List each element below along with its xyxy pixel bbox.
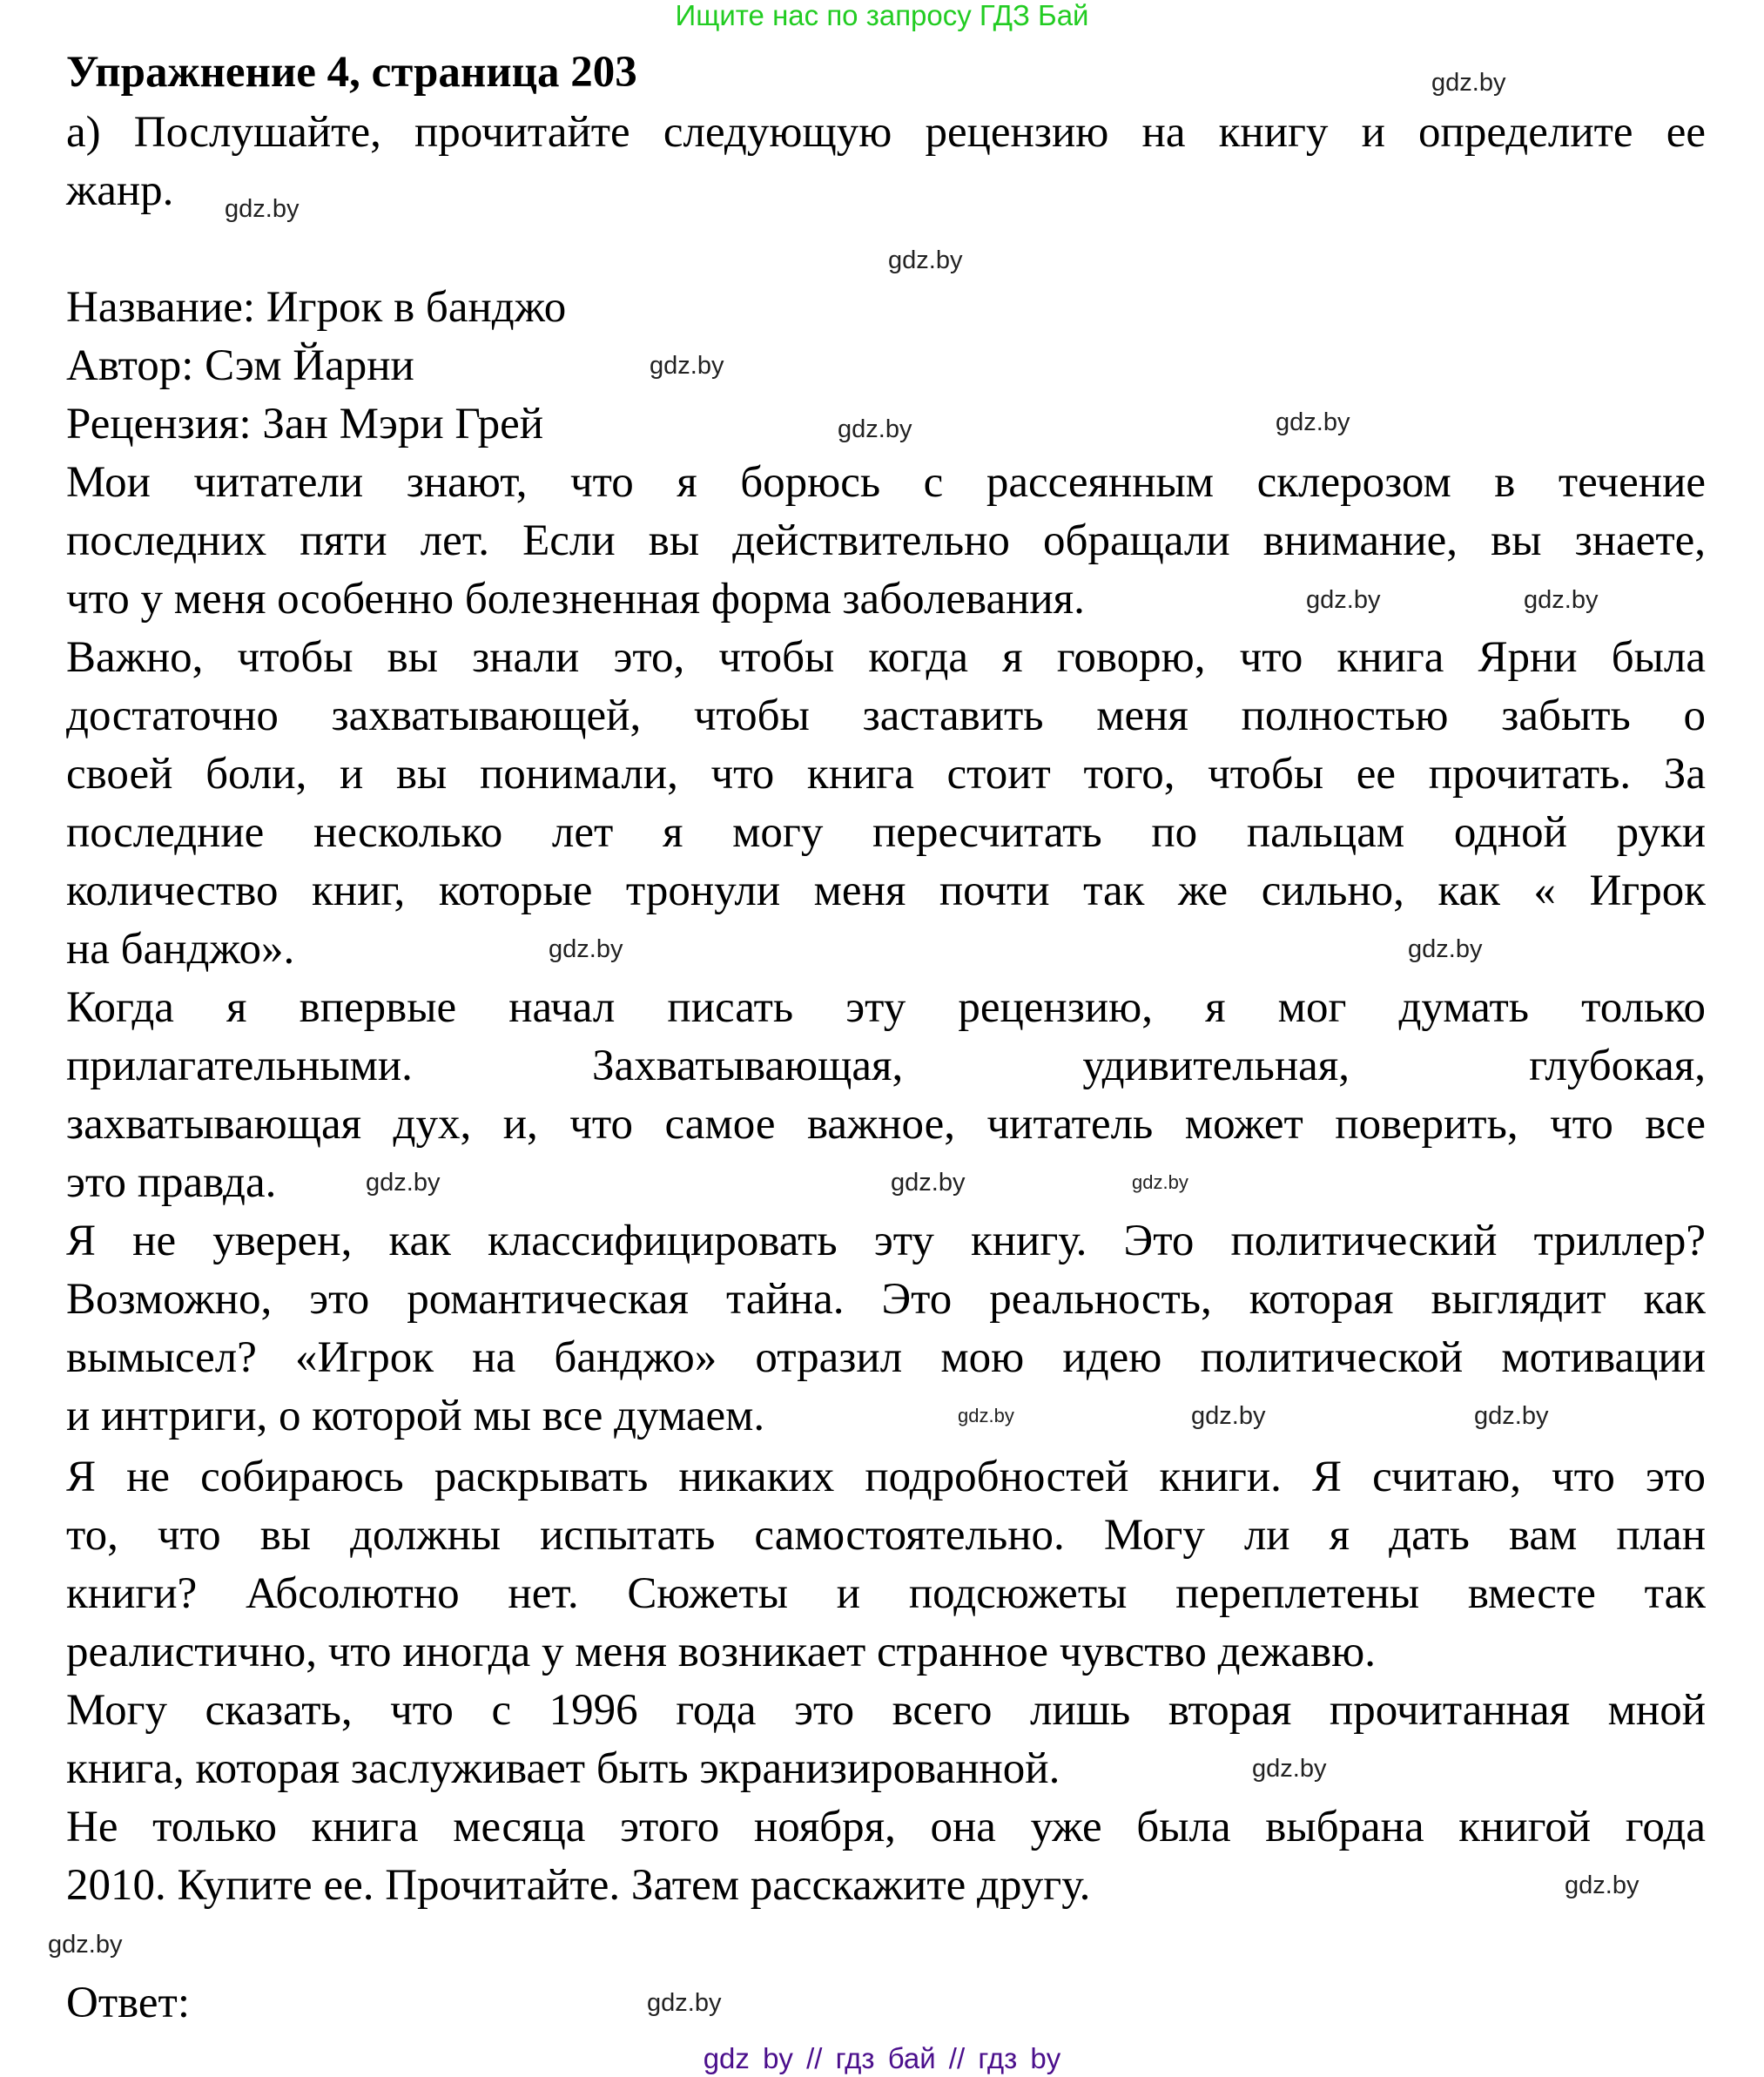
text-line: это правда. <box>66 1158 277 1207</box>
text-line: что у меня особенно болезненная форма заболевания. <box>66 575 1085 624</box>
watermark-text: gdz.by <box>549 935 623 963</box>
text-line: книга, которая заслуживает быть экранизированной. <box>66 1744 1060 1793</box>
text-line: реалистично, что иногда у меня возникает странное чувство дежавю. <box>66 1628 1377 1676</box>
watermark-text: gdz.by <box>366 1169 441 1197</box>
text-line: Название: Игрок в банджо <box>66 283 567 332</box>
text-line: количество книг, которые тронули меня почти так же сильно, как « Игрок <box>66 867 1706 915</box>
watermark-text: gdz.by <box>838 415 912 443</box>
text-line: а) Послушайте, прочитайте следующую рецензию на книгу и определите ее <box>66 108 1706 157</box>
search-banner: Ищите нас по запросу ГДЗ Бай <box>675 0 1089 31</box>
watermark-text: gdz.by <box>1191 1402 1266 1430</box>
text-line: 2010. Купите ее. Прочитайте. Затем расскажите другу. <box>66 1861 1091 1910</box>
text-line: жанр. <box>66 166 174 215</box>
text-line: Не только книга месяца этого ноября, она уже была выбрана книгой года <box>66 1803 1706 1851</box>
text-line: и интриги, о которой мы все думаем. <box>66 1392 765 1440</box>
watermark-text: gdz.by <box>1431 69 1506 97</box>
text-line: на банджо». <box>66 925 295 974</box>
watermark-text: gdz.by <box>888 246 963 274</box>
text-line: последних пяти лет. Если вы действительно обращали внимание, вы знаете, <box>66 516 1706 565</box>
text-line: Могу сказать, что с 1996 года это всего лишь вторая прочитанная мной <box>66 1686 1706 1735</box>
watermark-text: gdz.by <box>48 1931 123 1959</box>
text-line: Я не собираюсь раскрывать никаких подробностей книги. Я считаю, что это <box>66 1453 1706 1501</box>
text-line: Важно, чтобы вы знали это, чтобы когда я говорю, что книга Ярни была <box>66 633 1706 682</box>
text-line: Автор: Сэм Йарни <box>66 341 414 390</box>
text-line: вымысел? «Игрок на банджо» отразил мою идею политической мотивации <box>66 1333 1706 1382</box>
text-line: последние несколько лет я могу пересчитать по пальцам одной руки <box>66 808 1706 857</box>
watermark-text: gdz.by <box>647 1989 722 2017</box>
watermark-text: gdz.by <box>1408 935 1483 963</box>
watermark-text: gdz.by <box>1524 586 1599 614</box>
page-title: Упражнение 4, страница 203 <box>66 48 637 97</box>
text-line: прилагательными. Захватывающая, удивительная, глубокая, <box>66 1042 1706 1090</box>
watermark-text: gdz.by <box>1252 1755 1327 1783</box>
text-line: книги? Абсолютно нет. Сюжеты и подсюжеты переплетены вместе так <box>66 1569 1706 1618</box>
watermark-text: gdz.by <box>225 195 300 223</box>
text-line: захватывающая дух, и, что самое важное, читатель может поверить, что все <box>66 1100 1706 1149</box>
watermark-text: gdz.by <box>891 1169 966 1197</box>
answer-label: Ответ: <box>66 1979 190 2027</box>
text-line: Я не уверен, как классифицировать эту книгу. Это политический триллер? <box>66 1217 1706 1265</box>
text-line: то, что вы должны испытать самостоятельно. Могу ли я дать вам план <box>66 1511 1706 1560</box>
text-line: Когда я впервые начал писать эту рецензию, я мог думать только <box>66 983 1706 1032</box>
text-line: Мои читатели знают, что я борюсь с рассеянным склерозом в течение <box>66 458 1706 507</box>
watermark-text: gdz.by <box>958 1405 1014 1426</box>
text-line: достаточно захватывающей, чтобы заставить меня полностью забыть о <box>66 691 1706 740</box>
watermark-text: gdz.by <box>1132 1171 1188 1193</box>
footer-links[interactable]: gdz by // гдз бай // гдз by <box>703 2042 1061 2074</box>
watermark-text: gdz.by <box>1276 408 1350 436</box>
watermark-text: gdz.by <box>1306 586 1381 614</box>
watermark-text: gdz.by <box>650 352 724 380</box>
text-line: Рецензия: Зан Мэри Грей <box>66 400 544 448</box>
watermark-text: gdz.by <box>1474 1402 1549 1430</box>
watermark-text: gdz.by <box>1565 1871 1639 1899</box>
text-line: Возможно, это романтическая тайна. Это реальность, которая выглядит как <box>66 1275 1706 1324</box>
text-line: своей боли, и вы понимали, что книга стоит того, чтобы ее прочитать. За <box>66 750 1706 799</box>
